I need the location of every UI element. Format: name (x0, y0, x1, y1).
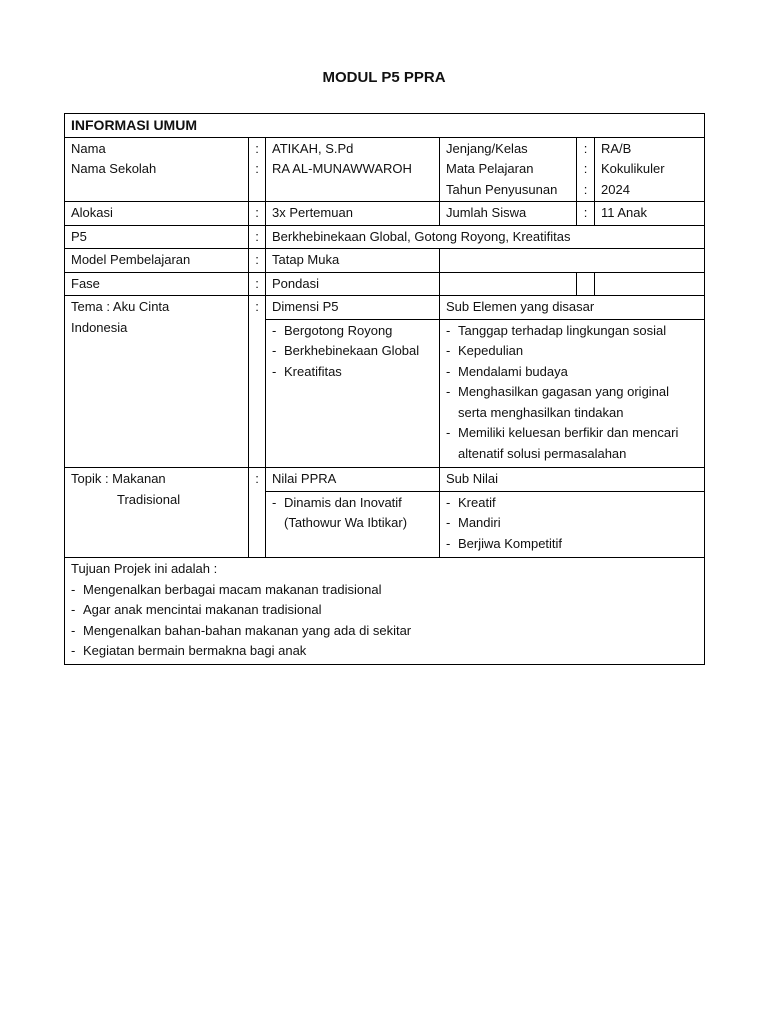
label-tahun: Tahun Penyusunan (446, 181, 558, 197)
sub-elemen-header: Sub Elemen yang disasar (440, 296, 705, 320)
label-mata-pelajaran: Mata Pelajaran (446, 161, 534, 176)
list-item (446, 534, 698, 555)
empty-cell (577, 272, 595, 296)
sub-elemen-item: Memiliki keluesan berfikir dan mencari altenatif solusi permasalahan (458, 425, 679, 461)
colon: : (583, 161, 588, 176)
sub-nilai-header: Sub Nilai (440, 468, 705, 492)
tema-header-row (65, 296, 705, 320)
alokasi-row (65, 202, 705, 226)
fase-row (65, 272, 705, 296)
label-nama-sekolah: Nama Sekolah (71, 161, 157, 176)
value-tahun: 2024 (601, 181, 630, 197)
colon (249, 296, 266, 468)
colon (249, 468, 266, 558)
list-item (272, 321, 433, 342)
value-alokasi: 3x Pertemuan (266, 202, 440, 226)
tema-label-line: Indonesia (71, 319, 128, 335)
label-alokasi: Alokasi (65, 202, 249, 226)
label-model: Model Pembelajaran (65, 249, 249, 273)
dash: - (446, 535, 451, 551)
document-title: MODUL P5 PPRA (322, 69, 446, 86)
identity-row (65, 137, 705, 202)
class-values (595, 137, 705, 202)
dash: - (71, 622, 76, 638)
list-item (272, 362, 433, 383)
list-item (446, 341, 698, 362)
colon: : (255, 161, 259, 176)
dash: - (446, 343, 451, 358)
dash: - (272, 363, 277, 379)
nilai-list (266, 491, 440, 558)
topik-label-line: Tradisional (117, 491, 181, 507)
list-item (446, 493, 698, 514)
tujuan-item: Mengenalkan bahan-bahan makanan yang ada di sekitar (83, 622, 412, 638)
colon-cell (249, 137, 266, 202)
sub-nilai-item: Kreatif (458, 494, 496, 510)
label-nama: Nama (71, 140, 106, 156)
label-jenjang: Jenjang/Kelas (446, 140, 528, 156)
tujuan-cell (65, 558, 705, 665)
list-item (446, 321, 698, 342)
colon: : (255, 140, 259, 156)
list-item (71, 641, 698, 662)
list-item (272, 341, 433, 362)
p5-row (65, 225, 705, 249)
list-item (446, 513, 698, 534)
tema-label-line: Tema : Aku Cinta (71, 299, 170, 314)
topik-label (65, 468, 249, 558)
value-fase: Pondasi (266, 272, 440, 296)
tujuan-item: Kegiatan bermain bermakna bagi anak (83, 643, 307, 658)
class-labels (440, 137, 577, 202)
sub-elemen-item: Kepedulian (458, 343, 524, 358)
section-header: INFORMASI UMUM (65, 114, 705, 138)
value-jumlah-siswa: 11 Anak (595, 202, 705, 226)
colon: : (255, 299, 259, 314)
dash: - (446, 494, 451, 510)
empty-cell (440, 249, 705, 273)
dash: - (446, 363, 451, 379)
colon: : (583, 181, 588, 197)
dash: - (71, 643, 76, 658)
value-nama: ATIKAH, S.Pd (272, 140, 354, 156)
tujuan-row (65, 558, 705, 665)
empty-cell (440, 272, 577, 296)
empty-cell (595, 272, 705, 296)
model-row (65, 249, 705, 273)
dash: - (446, 322, 451, 338)
header-row (65, 114, 705, 138)
list-item (71, 621, 698, 642)
list-item (446, 423, 698, 464)
colon: : (577, 202, 595, 226)
value-p5: Berkhebinekaan Global, Gotong Royong, Kreatifitas (266, 225, 705, 249)
colon: : (255, 471, 259, 486)
dimensi-list (266, 319, 440, 468)
colon-cell (577, 137, 595, 202)
tujuan-heading: Tujuan Projek ini adalah : (71, 561, 218, 576)
value-nama-sekolah: RA AL-MUNAWWAROH (272, 161, 412, 176)
sub-elemen-list (440, 319, 705, 468)
topik-header-row (65, 468, 705, 492)
value-jenjang: RA/B (601, 140, 632, 156)
label-jumlah-siswa: Jumlah Siswa (440, 202, 577, 226)
sub-elemen-item: Mendalami budaya (458, 363, 568, 379)
sub-nilai-item: Mandiri (458, 515, 501, 530)
nilai-header: Nilai PPRA (266, 468, 440, 492)
info-table (64, 113, 705, 665)
dash: - (71, 581, 76, 597)
sub-nilai-item: Berjiwa Kompetitif (458, 535, 563, 551)
dash: - (272, 494, 277, 510)
dash: - (272, 322, 277, 338)
topik-label-line: Topik : Makanan (71, 471, 166, 486)
identity-values (266, 137, 440, 202)
dimensi-header: Dimensi P5 (266, 296, 440, 320)
dimensi-item: Berkhebinekaan Global (284, 343, 420, 358)
sub-elemen-item: Menghasilkan gagasan yang original serta menghasilkan tindakan (458, 384, 670, 420)
value-mata-pelajaran: Kokulikuler (601, 161, 665, 176)
dash: - (71, 602, 76, 617)
tema-label (65, 296, 249, 468)
label-fase: Fase (65, 272, 249, 296)
dash: - (446, 515, 451, 530)
list-item (71, 580, 698, 601)
dash: - (446, 425, 451, 440)
colon: : (249, 272, 266, 296)
dash: - (446, 384, 451, 399)
identity-labels (65, 137, 249, 202)
dimensi-item: Bergotong Royong (284, 322, 393, 338)
dimensi-item: Kreatifitas (284, 363, 342, 379)
list-item (71, 600, 698, 621)
list-item (446, 362, 698, 383)
colon: : (249, 225, 266, 249)
label-p5: P5 (65, 225, 249, 249)
colon: : (249, 249, 266, 273)
sub-nilai-list (440, 491, 705, 558)
dash: - (272, 343, 277, 358)
colon: : (249, 202, 266, 226)
list-item (272, 493, 433, 534)
value-model: Tatap Muka (266, 249, 440, 273)
list-item (446, 382, 698, 423)
sub-elemen-item: Tanggap terhadap lingkungan sosial (458, 322, 667, 338)
colon: : (583, 140, 588, 156)
tujuan-item: Agar anak mencintai makanan tradisional (83, 602, 322, 617)
tujuan-item: Mengenalkan berbagai macam makanan tradisional (83, 581, 382, 597)
nilai-item: Dinamis dan Inovatif (Tathowur Wa Ibtikar) (284, 494, 408, 530)
